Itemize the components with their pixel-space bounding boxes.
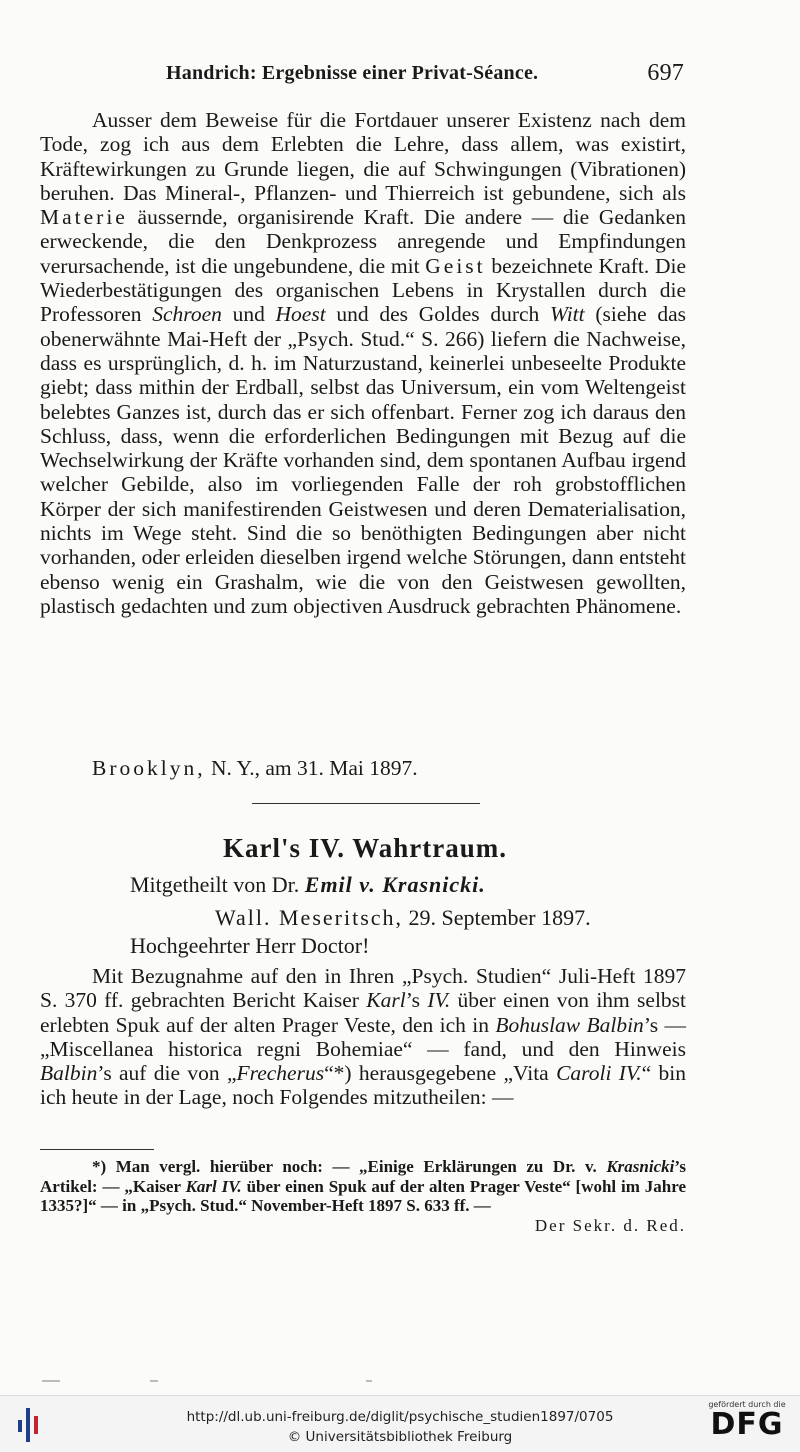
name-frecherus: Frecherus	[236, 1061, 325, 1086]
scan-mark	[42, 1380, 60, 1382]
dfg-caption: gefördert durch die	[708, 1400, 786, 1409]
running-title: Handrich: Ergebnisse einer Privat-Séance.	[166, 62, 539, 84]
page-number: 697	[647, 60, 684, 86]
footnote-text: *) Man vergl. hierüber noch: — „Einige Erklärungen zu Dr. v. Krasnicki’s Artikel: — „Kaiser Karl IV. über einen Spuk auf der alten Prager Veste“ [wohl im Jahre 1335?]“ — in „Psych. Stud.“ November-Heft 1897 S. 633 ff. — Der Sekr. d. Red.	[40, 1157, 687, 1235]
name-witt: Witt	[549, 302, 585, 327]
copyright: © Universitätsbibliothek Freiburg	[287, 1429, 513, 1445]
scan-mark	[366, 1380, 372, 1382]
place-brooklyn: Brooklyn,	[92, 756, 206, 780]
spaced-word-materie: Materie	[40, 205, 128, 230]
section-divider	[252, 803, 480, 804]
salutation: Hochgeehrter Herr Doctor!	[130, 933, 370, 958]
permalink[interactable]: http://dl.ub.uni-freiburg.de/diglit/psychische_studien1897/0705	[186, 1409, 614, 1425]
place-date-line	[92, 756, 418, 781]
paragraph-text: Ausser dem Beweise für die Fortdauer unserer Existenz nach dem Tode, zog ich aus dem Erlebten die Lehre, dass allem, was existirt, Kräftewirkungen zu Grunde liegen, die auf Schwingungen (Vibrationen) beruhen. Das Mineral-, Pflanzen- und Thierreich ist gebundene, sich als Materie äussernde, organisirende Kraft. Die andere — die Gedanken erweckende, die den Denkprozess anregende und Empfindungen verursachende, ist die ungebundene, die mit Geist bezeichnete Kraft. Die Wiederbestätigungen des organischen Lebens in Krystallen durch die Professoren Schroen und Hoest und des Goldes durch Witt (siehe das obenerwähnte Mai-Heft der „Psych. Stud.“ S. 266) liefern die Nachweise, dass es ursprünglich, d. h. im Naturzustand, keinerlei unbeseelte Produkte giebt; dass mithin der Erdball, selbst das Universum, ein vom Weltengeist belebtes Ganzes ist, durch das er sich offenbart. Ferner zog ich daraus den Schluss, dass, wenn die erforderlichen Bedingungen mit Bezug auf die Wechselwirkung der Kräfte vorhanden sind, dem spontanen Aufbau irgend welcher Gebilde, also im vorliegenden Falle der roh grobstofflichen Körper der sich manifestirenden Geistwesen und deren Dematerialisation, nichts im Wege steht. Sind die so benöthigten Bedingungen aber nicht vorhanden, oder erleiden dieselben irgend welche Störungen, dann entsteht ebenso wenig ein Grashalm, wie die von den Geistwesen gewollten, plastisch gedachten und zum objectiven Ausdruck gebrachten Phänomene.	[40, 108, 687, 618]
letter-dateline	[215, 905, 591, 931]
date-mai: N. Y., am 31. Mai 1897.	[210, 756, 418, 780]
footnote-rule	[40, 1149, 154, 1150]
paragraph-existence	[40, 108, 686, 618]
running-header	[166, 60, 686, 88]
author-name: Emil v. Krasnicki.	[304, 872, 486, 897]
letter-date: 29. September 1897.	[408, 905, 591, 930]
footnote	[40, 1157, 686, 1235]
article-title: Karl's IV. Wahrtraum.	[222, 833, 508, 863]
paragraph-text: Mit Bezugnahme auf den in Ihren „Psych. Studien“ Juli-Heft 1897 S. 370 ff. gebrachten Bericht Kaiser Karl’s IV. über einen von ihm selbst erlebten Spuk auf der alten Prager Veste, den ich in Bohuslaw Balbin’s — „Miscellanea historica regni Bohemiae“ — fand, und den Hinweis Balbin’s auf die von „Frecherus“*) herausgegebene „Vita Caroli IV.“ bin ich heute in der Lage, noch Folgendes mitzutheilen: —	[40, 964, 687, 1110]
scan-mark	[150, 1380, 158, 1382]
name-hoest: Hoest	[275, 302, 326, 327]
name-bohuslaw-balbin: Bohuslaw Balbin	[495, 1012, 644, 1037]
viewer-footer	[0, 1395, 800, 1452]
paragraph-letter	[40, 964, 686, 1110]
name-schroen: Schroen	[152, 302, 222, 327]
letter-town: Wall. Meseritsch,	[215, 905, 404, 930]
dfg-wordmark: DFG	[710, 1407, 784, 1442]
editor-signature: Der Sekr. d. Red.	[534, 1215, 686, 1235]
dfg-logo	[702, 1400, 792, 1441]
spaced-word-geist: Geist	[425, 253, 486, 278]
byline: Mitgetheilt von Dr. Emil v. Krasnicki.	[130, 872, 486, 897]
